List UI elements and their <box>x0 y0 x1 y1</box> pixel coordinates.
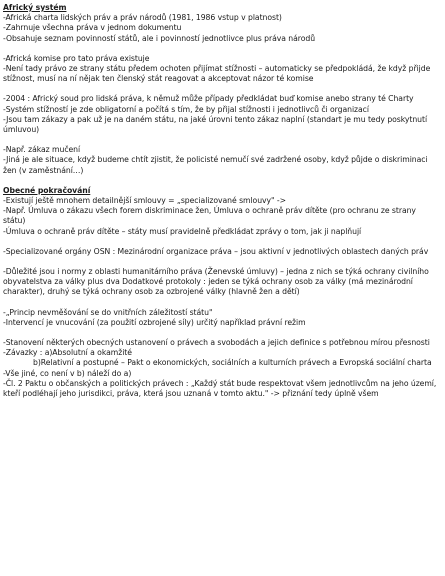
paragraph: -Jsou tam zákazy a pak už je na daném státu, na jaké úrovni tento zákaz naplní (standart je mu tedy poskytnutí úmluvou) <box>3 114 428 135</box>
paragraph: -Čl. 2 Paktu o občanských a politických právech : „Každý stát bude respektovat všem jednotlivcům na jeho území, kteří podléhají jeho jurisdikci, práva, která jsou uznaná v tomto aktu." -> přiznání tedy úplně všem <box>3 378 437 399</box>
paragraph: -Intervencí je vnucování (za použití ozbrojené síly) určitý například právní režim <box>3 317 306 327</box>
document-page <box>3 3 439 399</box>
paragraph: -Např. Úmluva o zákazu všech forem diskriminace žen, Úmluva o ochraně práv dítěte (pro ochranu ze strany státu) <box>3 206 416 226</box>
paragraph: -2004 : Africký soud pro lidská práva, k němuž může případy předkládat buď komise anebo strany té Charty <box>3 94 414 104</box>
paragraph: -Není tady právo ze strany státu předem ochoten přijímat stížnosti – automaticky se předpokládá, že když přijde stížnost, musí na ní nějak ten členský stát reagovat a akceptovat názor té komise <box>3 64 431 84</box>
paragraph: -Závazky : a)Absolutní a okamžité <box>3 348 132 358</box>
paragraph: -Zahrnuje všechna práva v jednom dokumentu <box>3 23 182 33</box>
paragraph: -Existují ještě mnohem detailnější smlouvy = „specializované smlouvy" -> <box>3 196 287 206</box>
paragraph: -Vše jiné, co není v b) náleží do a) <box>3 368 132 378</box>
paragraph: -Obsahuje seznam povinností států, ale i povinností jednotlivce plus práva národů <box>3 33 316 43</box>
paragraph: -„Princip nevměšování se do vnitřních záležitostí státu" <box>3 307 213 317</box>
paragraph: -Úmluva o ochraně práv dítěte – státy musí pravidelně předkládat zprávy o tom, jak ji naplňují <box>3 226 362 236</box>
paragraph: -Africká charta lidských práv a práv národů (1981, 1986 vstup v platnost) <box>3 13 282 23</box>
paragraph: -Např. zákaz mučení <box>3 145 81 155</box>
paragraph: -Jiná je ale situace, když budeme chtít zjistit, že policisté nemučí své zadržené osoby, když půjde o diskriminaci žen (v zaměstnání…) <box>3 155 428 175</box>
paragraph: -Africká komise pro tato práva existuje <box>3 53 150 63</box>
section-heading-general: Obecné pokračování <box>3 185 91 195</box>
section-heading-african: Africký systém <box>3 3 67 12</box>
paragraph: -Systém stížností je zde obligatorní a počítá s tím, že by přijal stížnosti i jednotlivců či organizací <box>3 104 369 114</box>
paragraph: -Důležité jsou i normy z oblasti humanitárního práva (Ženevské úmluvy) – jedna z nich se týká ochrany civilního obyvatelstva za války plus dva Dodatkové protokoly : jeden se týká ochrany osob za války (má mezinárodní charakter), druhý se týká ochrany osob za ozbrojené války (hlavně žen a dětí) <box>3 267 429 297</box>
paragraph: b)Relativní a postupné – Pakt o ekonomických, sociálních a kulturních právech a Evropská sociální charta <box>33 358 432 368</box>
paragraph: -Stanovení některých obecných ustanovení o právech a svobodách a jejich definice s potřebnou mírou přesnosti <box>3 338 430 348</box>
paragraph: -Specializované orgány OSN : Mezinárodní organizace práva – jsou aktivní v jednotlivých oblastech daných práv <box>3 246 429 256</box>
